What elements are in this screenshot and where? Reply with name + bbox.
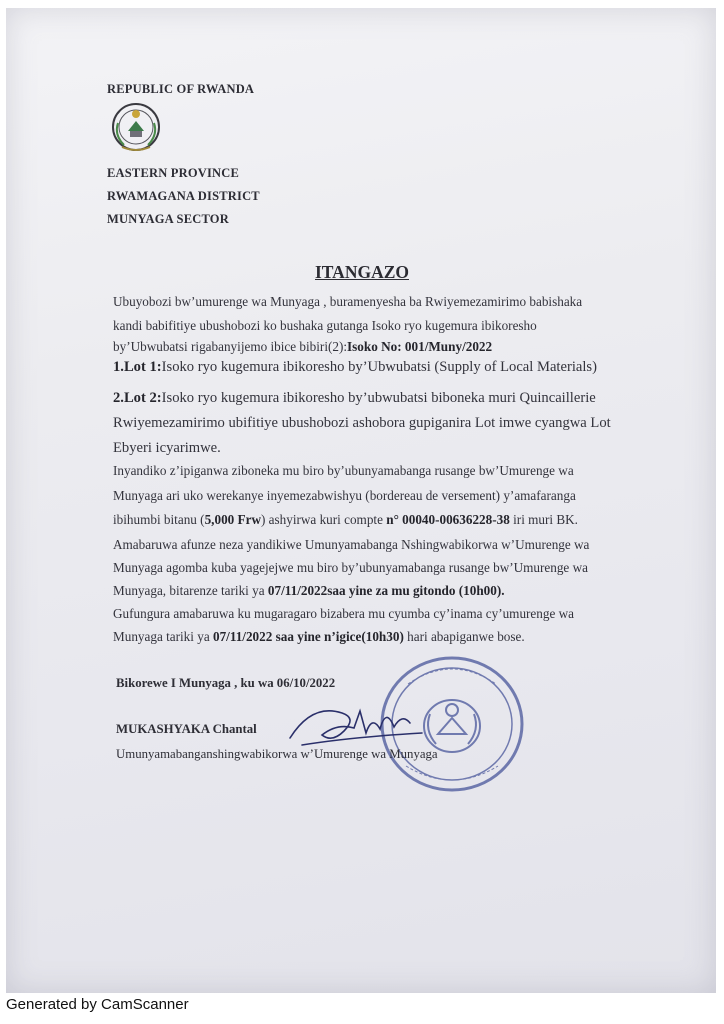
province-heading: EASTERN PROVINCE (107, 166, 240, 180)
body-line: ibihumbi bitanu (5,000 Frw) ashyirwa kuri compte n° 00040-00636228-38 iri muri BK. (113, 512, 578, 527)
body-line: Munyaga, bitarenze tariki ya 07/11/2022saa yine za mu gitondo (10h00). (113, 583, 505, 598)
body-line: Munyaga tariki ya 07/11/2022 saa yine n’igice(10h30) hari abapiganwe bose. (113, 629, 525, 644)
body-line: kandi babifitiye ubushobozi ko bushaka gutanga Isoko ryo kugemura ibikoresho (113, 318, 537, 333)
body-line: Amabaruwa afunze neza yandikiwe Umunyamabanga Nshingwabikorwa w’Umurenge wa (113, 537, 590, 552)
body-line: Inyandiko z’ipiganwa ziboneka mu biro by’ubunyamabanga rusange bw’Umurenge wa (113, 463, 574, 478)
signatory-name: MUKASHYAKA Chantal (116, 722, 257, 736)
place-date: Bikorewe I Munyaga , ku wa 06/10/2022 (116, 676, 336, 690)
opening-date: 07/11/2022 saa yine n’igice(10h30) (212, 629, 404, 644)
body-line: Ubuyobozi bw’umurenge wa Munyaga , buramenyesha ba Rwiyemezamirimo babishaka (113, 294, 583, 309)
body-line: Gufungura amabaruwa ku mugaragaro bizabera mu cyumba cy’inama cy’umurenge wa (113, 606, 574, 621)
fee-amount: 5,000 Frw (204, 512, 261, 527)
bank-account: n° 00040-00636228-38 (386, 512, 510, 527)
body-line: Rwiyemezamirimo ubifitiye ubushobozi ashobora gupiganira Lot imwe cyangwa Lot (113, 415, 611, 431)
lot-2-line: 2.Lot 2:Isoko ryo kugemura ibikoresho by’ubwubatsi biboneka muri Quincaillerie (113, 390, 596, 406)
body-line: Munyaga ari uko werekanye inyemezabwishyu (bordereau de versement) y’amafaranga (113, 488, 576, 503)
tender-number: Isoko No: 001/Muny/2022 (347, 339, 493, 354)
sector-heading: MUNYAGA SECTOR (107, 212, 229, 226)
body-line: Ebyeri icyarimwe. (113, 440, 221, 456)
country-heading: REPUBLIC OF RWANDA (107, 82, 255, 96)
lot-1-line: 1.Lot 1:Isoko ryo kugemura ibikoresho by’Ubwubatsi (Supply of Local Materials) (113, 359, 597, 375)
body-line: by’Ubwubatsi rigabanyijemo ibice bibiri(2):Isoko No: 001/Muny/2022 (113, 339, 493, 354)
notice-title: ITANGAZO (315, 262, 409, 282)
scanner-footer: Generated by CamScanner (6, 996, 189, 1013)
district-heading: RWAMAGANA DISTRICT (107, 189, 260, 203)
body-line: Munyaga agomba kuba yagejejwe mu biro by’ubunyamabanga rusange bw’Umurenge wa (113, 560, 588, 575)
signatory-role: Umunyamabanganshingwabikorwa w’Umurenge wa Munyaga (116, 747, 438, 761)
deadline: 07/11/2022saa yine za mu gitondo (10h00). (267, 583, 505, 598)
rwanda-coat-of-arms-icon (106, 101, 170, 159)
